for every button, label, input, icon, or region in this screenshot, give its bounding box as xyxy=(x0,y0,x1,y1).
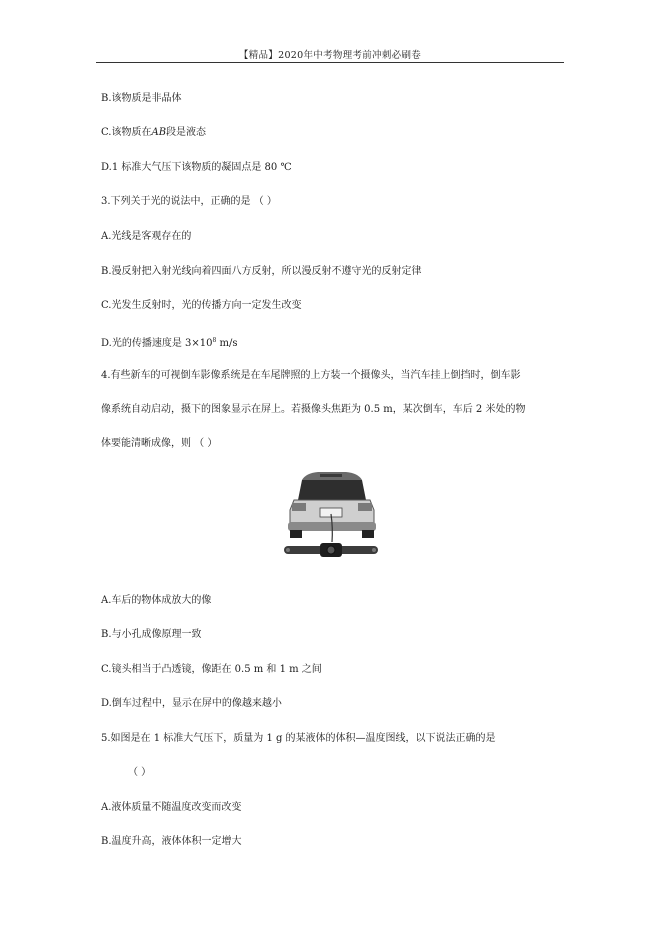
q4-option-c: C.镜头相当于凸透镜，像距在 0.5 m 和 1 m 之间 xyxy=(101,664,322,675)
q3-option-d xyxy=(101,334,237,351)
q2-option-c-suffix: 段是液态 xyxy=(166,127,207,138)
page-header: 【精品】2020年中考物理考前冲刺必刷卷 xyxy=(238,50,422,61)
q5-option-b: B.温度升高，液体体积一定增大 xyxy=(101,836,242,847)
q4-stem-line2: 像系统自动启动，摄下的图象显示在屏上。若摄像头焦距为 0.5 m，某次倒车，车后 2 米处的物 xyxy=(101,404,526,415)
left-wheel xyxy=(290,530,302,538)
q3-option-d-prefix: D.光的传播速度是 3×10 xyxy=(101,338,213,349)
q5-answer-parens: （ ） xyxy=(128,767,152,778)
q2-option-c-segment: AB xyxy=(151,127,167,138)
q4-option-a: A.车后的物体成放大的像 xyxy=(101,595,212,606)
q4-stem-line1: 4.有些新车的可视倒车影像系统是在车尾牌照的上方装一个摄像头，当汽车挂上倒挡时，倒车影 xyxy=(101,370,521,381)
q3-option-d-unit: m/s xyxy=(216,338,238,349)
q2-option-c xyxy=(101,126,206,140)
header-divider xyxy=(96,62,564,63)
q4-option-d: D.倒车过程中，显示在屏中的像越来越小 xyxy=(101,698,282,709)
q5-stem: 5.如图是在 1 标准大气压下，质量为 1 g 的某液体的体积—温度图线，以下说法正确的是 xyxy=(101,733,496,744)
rear-window xyxy=(298,480,366,500)
car-rear-camera-figure xyxy=(272,470,390,566)
q4-stem-line3: 体要能清晰成像，则 （ ） xyxy=(101,438,218,449)
left-tail-light xyxy=(292,503,306,511)
q2-option-b: B.该物质是非晶体 xyxy=(101,93,182,104)
q4-option-b: B.与小孔成像原理一致 xyxy=(101,629,202,640)
q3-option-d-exponent: 8 xyxy=(212,337,217,344)
camera-lens xyxy=(327,546,335,554)
q2-option-c-prefix: C.该物质在 xyxy=(101,127,152,138)
q3-option-a: A.光线是客观存在的 xyxy=(101,231,192,242)
q5-option-a: A.液体质量不随温度改变而改变 xyxy=(101,802,242,813)
q3-stem: 3.下列关于光的说法中，正确的是 （ ） xyxy=(101,196,277,207)
q3-option-c: C.光发生反射时，光的传播方向一定发生改变 xyxy=(101,300,302,311)
right-wheel xyxy=(362,530,374,538)
q2-option-d: D.1 标准大气压下该物质的凝固点是 80 ℃ xyxy=(101,162,292,173)
right-tail-light xyxy=(358,503,372,511)
q3-option-b: B.漫反射把入射光线向着四面八方反射，所以漫反射不遵守光的反射定律 xyxy=(101,266,422,277)
